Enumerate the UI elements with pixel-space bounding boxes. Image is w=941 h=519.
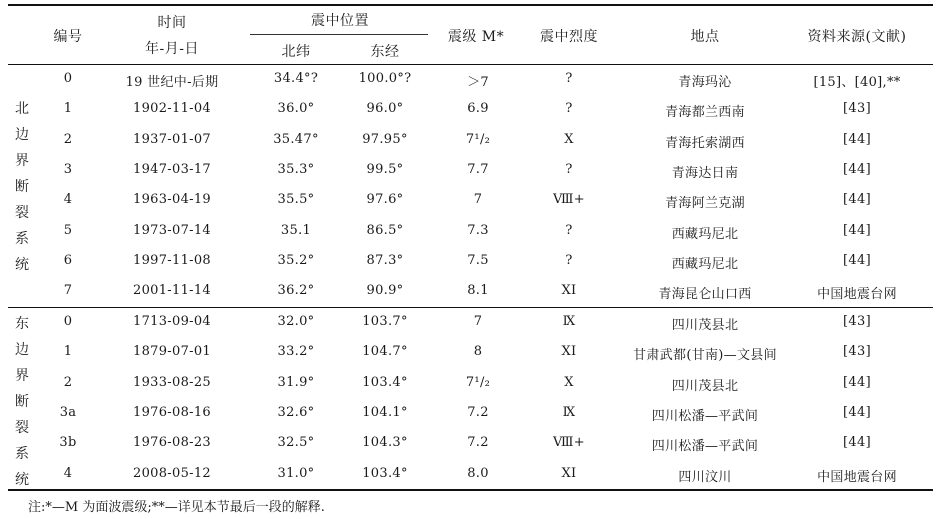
header-source: 资料来源(文献)	[807, 29, 907, 45]
cell-id: 0	[63, 71, 73, 86]
cell-source: [43]	[843, 314, 871, 329]
cell-latitude: 35.5°	[277, 192, 315, 208]
cell-latitude: 35.1	[280, 222, 312, 238]
cell-magnitude: 7¹/₂	[465, 131, 491, 147]
cell-latitude: 32.0°	[277, 314, 315, 329]
cell-date: 1933-08-25	[133, 374, 211, 390]
cell-latitude: 31.0°	[277, 465, 315, 481]
cell-place: 四川松潘—平武间	[651, 408, 759, 424]
cell-magnitude: 7.3	[467, 222, 489, 238]
cell-longitude: 103.4°	[362, 465, 408, 481]
cell-place: 青海达日南	[671, 165, 739, 181]
header-place: 地点	[690, 29, 720, 45]
cell-date: 1973-07-14	[133, 222, 211, 238]
group-separator-rule	[8, 307, 933, 308]
cell-date: 1976-08-23	[133, 435, 211, 451]
cell-magnitude: 8	[473, 344, 483, 360]
table-top-rule	[8, 4, 933, 6]
cell-intensity: ?	[565, 101, 573, 117]
cell-date: 1976-08-16	[133, 404, 211, 420]
header-time: 时间	[157, 15, 187, 31]
cell-intensity: X	[564, 374, 574, 390]
cell-latitude: 33.2°	[277, 344, 315, 360]
cell-magnitude: 8.0	[467, 465, 489, 481]
cell-place: 西藏玛尼北	[671, 256, 739, 272]
cell-source: [44]	[843, 374, 871, 390]
cell-latitude: 36.0°	[277, 101, 315, 117]
cell-place: 甘肃武都(甘南)—文县间	[633, 348, 777, 364]
cell-intensity: XI	[561, 344, 577, 360]
cell-longitude: 104.7°	[362, 344, 408, 360]
table-footnote: 注:*—M 为面波震级;**—详见本节最后一段的解释.	[28, 500, 325, 515]
cell-magnitude: 7	[473, 314, 483, 329]
cell-magnitude: 8.1	[467, 283, 489, 299]
cell-id: 2	[63, 374, 73, 390]
cell-longitude: 96.0°	[366, 101, 404, 117]
cell-source: [44]	[843, 252, 871, 268]
cell-place: 青海阿兰克湖	[665, 196, 745, 212]
cell-longitude: 97.6°	[366, 192, 404, 208]
cell-date: 1997-11-08	[133, 252, 211, 268]
table-bottom-rule	[8, 489, 933, 491]
group-label-north: 北 边 界 断 裂 系 统	[15, 101, 29, 273]
cell-id: 5	[63, 222, 73, 238]
cell-source: [44]	[843, 131, 871, 147]
cell-id: 1	[63, 101, 73, 117]
cell-intensity: ?	[565, 252, 573, 268]
cell-magnitude: 7.5	[467, 252, 489, 268]
cell-longitude: 103.7°	[362, 314, 408, 329]
cell-date: 1902-11-04	[133, 101, 211, 117]
cell-latitude: 35.47°	[273, 131, 319, 147]
cell-id: 4	[63, 192, 73, 208]
cell-place: 青海玛沁	[678, 75, 732, 90]
cell-latitude: 36.2°	[277, 283, 315, 299]
cell-place: 青海都兰西南	[665, 105, 745, 121]
cell-source: [44]	[843, 161, 871, 177]
cell-id: 3a	[59, 404, 77, 420]
cell-id: 3b	[59, 435, 77, 451]
cell-magnitude: 7.7	[467, 161, 489, 177]
cell-id: 2	[63, 131, 73, 147]
cell-date: 1947-03-17	[133, 161, 211, 177]
cell-longitude: 103.4°	[362, 374, 408, 390]
cell-magnitude: ＞7	[467, 75, 489, 90]
cell-source: [44]	[843, 222, 871, 238]
cell-latitude: 32.6°	[277, 404, 315, 420]
cell-place: 四川茂县北	[671, 318, 739, 333]
cell-id: 1	[63, 344, 73, 360]
cell-latitude: 35.3°	[277, 161, 315, 177]
header-latitude: 北纬	[281, 44, 311, 60]
cell-date: 1713-09-04	[133, 314, 211, 329]
cell-date: 1937-01-07	[133, 131, 211, 147]
header-longitude: 东经	[370, 44, 400, 60]
cell-date: 2001-11-14	[133, 283, 211, 299]
cell-source: [43]	[843, 101, 871, 117]
cell-magnitude: 7.2	[467, 404, 489, 420]
cell-latitude: 32.5°	[277, 435, 315, 451]
cell-intensity: Ⅷ+	[553, 435, 585, 451]
header-intensity: 震中烈度	[540, 29, 598, 45]
header-location-group: 震中位置	[311, 13, 369, 29]
cell-source: [44]	[843, 192, 871, 208]
cell-longitude: 104.1°	[362, 404, 408, 420]
cell-latitude: 34.4°?	[273, 71, 319, 86]
cell-longitude: 87.3°	[366, 252, 404, 268]
cell-magnitude: 7.2	[467, 435, 489, 451]
cell-intensity: Ⅷ+	[553, 192, 585, 208]
cell-id: 3	[63, 161, 73, 177]
cell-place: 四川松潘—平武间	[651, 439, 759, 455]
group-label-east: 东 边 界 断 裂 系 统	[15, 316, 29, 488]
cell-place: 青海昆仑山口西	[658, 287, 752, 303]
location-group-underline	[250, 34, 428, 35]
cell-latitude: 31.9°	[277, 374, 315, 390]
cell-date: 1879-07-01	[133, 344, 211, 360]
cell-source: [43]	[843, 344, 871, 360]
cell-source: [44]	[843, 404, 871, 420]
cell-intensity: Ⅸ	[562, 314, 576, 329]
cell-source: [44]	[843, 435, 871, 451]
cell-intensity: Ⅸ	[562, 404, 576, 420]
cell-magnitude: 6.9	[467, 101, 489, 117]
cell-longitude: 104.3°	[362, 435, 408, 451]
cell-date: 1963-04-19	[133, 192, 211, 208]
cell-longitude: 97.95°	[362, 131, 408, 147]
cell-place: 西藏玛尼北	[671, 226, 739, 242]
cell-longitude: 99.5°	[366, 161, 404, 177]
cell-longitude: 86.5°	[366, 222, 404, 238]
cell-place: 四川汶川	[678, 469, 732, 485]
header-bottom-rule	[8, 64, 933, 65]
cell-latitude: 35.2°	[277, 252, 315, 268]
cell-intensity: ?	[565, 161, 573, 177]
cell-longitude: 90.9°	[366, 283, 404, 299]
cell-source: 中国地震台网	[817, 469, 897, 485]
cell-source: 中国地震台网	[817, 287, 897, 303]
cell-place: 四川茂县北	[671, 378, 739, 394]
cell-magnitude: 7	[473, 192, 483, 208]
cell-id: 6	[63, 252, 73, 268]
cell-place: 青海托索湖西	[665, 135, 745, 151]
cell-date: 19 世纪中-后期	[125, 75, 219, 90]
header-magnitude: 震级 M*	[447, 29, 505, 45]
cell-magnitude: 7¹/₂	[465, 374, 491, 390]
cell-id: 7	[63, 283, 73, 299]
cell-date: 2008-05-12	[133, 465, 211, 481]
cell-intensity: XI	[561, 465, 577, 481]
cell-longitude: 100.0°?	[358, 71, 412, 86]
cell-intensity: ?	[565, 222, 573, 238]
header-id: 编号	[53, 29, 83, 45]
cell-intensity: ?	[565, 71, 573, 86]
cell-source: [15]、[40],**	[813, 75, 901, 90]
cell-id: 0	[63, 314, 73, 329]
cell-id: 4	[63, 465, 73, 481]
cell-intensity: XI	[561, 283, 577, 299]
header-date-format: 年-月-日	[145, 41, 199, 57]
cell-intensity: X	[564, 131, 574, 147]
